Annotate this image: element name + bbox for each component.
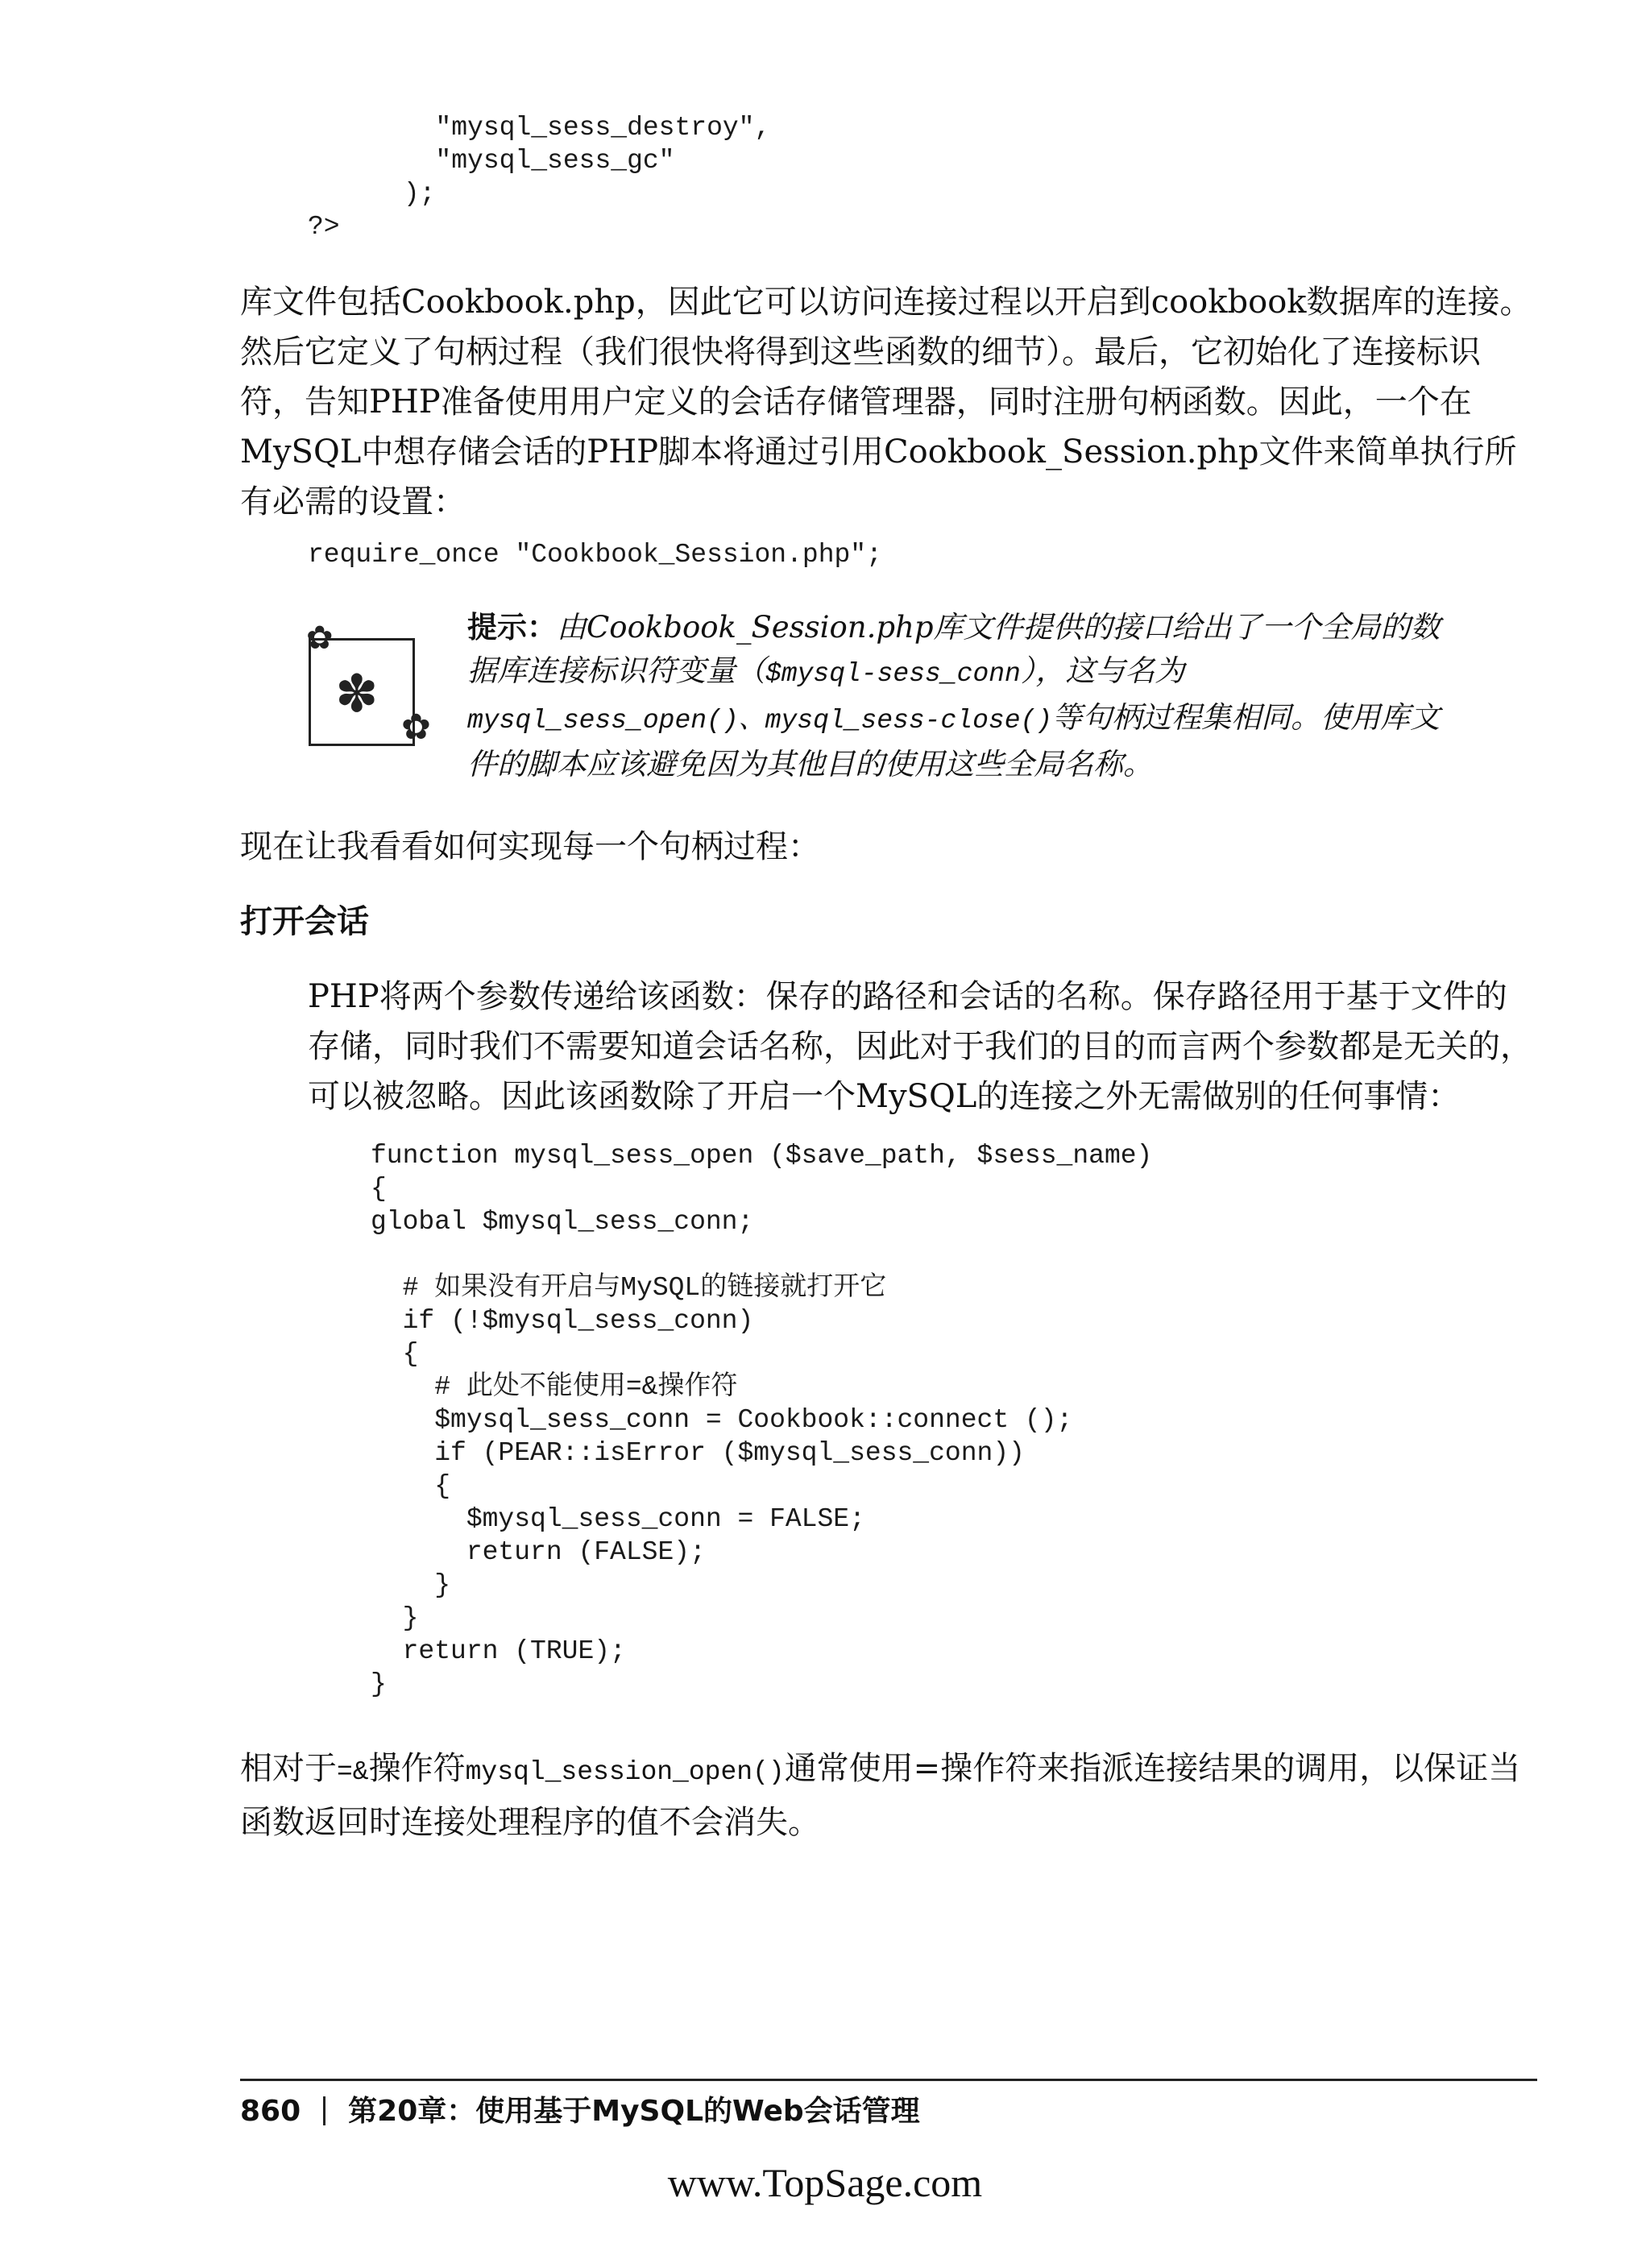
paragraph-open-session: PHP将两个参数传递给该函数：保存的路径和会话的名称。保存路径用于基于文件的存储，同时我们不需要知道会话名称，因此对于我们的目的而言两个参数都是无关的，可以被忽略。因此该函数除了开启一个MySQL的连接之外无需做别的任何事情： [308, 978, 1532, 1115]
section-heading: 打开会话 [240, 903, 369, 940]
website-watermark: www.TopSage.com [667, 2160, 983, 2205]
tip-code-functions: mysql_sess_open()、mysql_sess-close() [467, 706, 1053, 736]
footer [240, 2088, 920, 2129]
code-block-top: "mysql_sess_destroy", "mysql_sess_gc" ); ?> [308, 113, 771, 242]
paragraph-handlers: 现在让我看看如何实现每一个句柄过程： [240, 828, 820, 865]
code-operator: =& [337, 1757, 369, 1787]
paragraph-assign-note [240, 1743, 1537, 1847]
footer-rule [240, 2079, 1537, 2081]
code-block-main: function mysql_sess_open ($save_path, $sess_name) { global $mysql_sess_conn; # 如果没有开启与MySQL的链接就打开它 if (!$mysql_sess_conn) { # 此处不能使用=&操作符 $mysql_sess_conn = Cookbook::connect (); if (PEAR::isError ($mysql_sess_conn)) { $mysql_sess_conn = FALSE; return (FALSE); } } return (TRUE); } [371, 1141, 1153, 1699]
code-require-once: require_once "Cookbook_Session.php"; [308, 540, 882, 570]
tip-note [467, 606, 1450, 786]
chapter-title: 第20章：使用基于MySQL的Web会话管理 [348, 2095, 920, 2128]
tip-label: 提示： [467, 610, 557, 645]
tip-code-variable: $mysql-sess_conn [765, 659, 1021, 689]
tip-text: 等句柄过程集相同。使用库文件的脚本应该避免因为其他目的使用这些全局名称。 [467, 700, 1441, 782]
paragraph-intro: 库文件包括Cookbook.php，因此它可以访问连接过程以开启到cookbook数据库的连接。然后它定义了句柄过程（我们很快将得到这些函数的细节）。最后，它初始化了连接标识符，告知PHP准备使用用户定义的会话存储管理器，同时注册句柄函数。因此，一个在MySQL中想存储会话的PHP脚本将通过引用Cookbook_Session.php文件来简单执行所有必需的设置： [240, 284, 1532, 520]
text: 通常使用=操作符来指派连接结果的调用，以保证当函数返回时连接处理程序的值不会消失。 [240, 1750, 1521, 1841]
footer-separator [323, 2096, 325, 2125]
page-number: 860 [240, 2095, 301, 2128]
text: 相对于 [240, 1750, 337, 1787]
tip-text: 由Cookbook_Session.php库文件提供的接口给出了一个全局的数据库连接标识符变量（ [467, 610, 1441, 688]
code-function: mysql_session_open() [465, 1757, 785, 1787]
paw-icon: ✿ [306, 620, 334, 657]
text: 操作符 [368, 1750, 466, 1787]
tip-icon-box [306, 620, 431, 748]
paw-icon: ✽ [335, 665, 379, 724]
paw-icon: ✿ [401, 707, 431, 748]
tip-text: ），这与名为 [1020, 653, 1185, 688]
